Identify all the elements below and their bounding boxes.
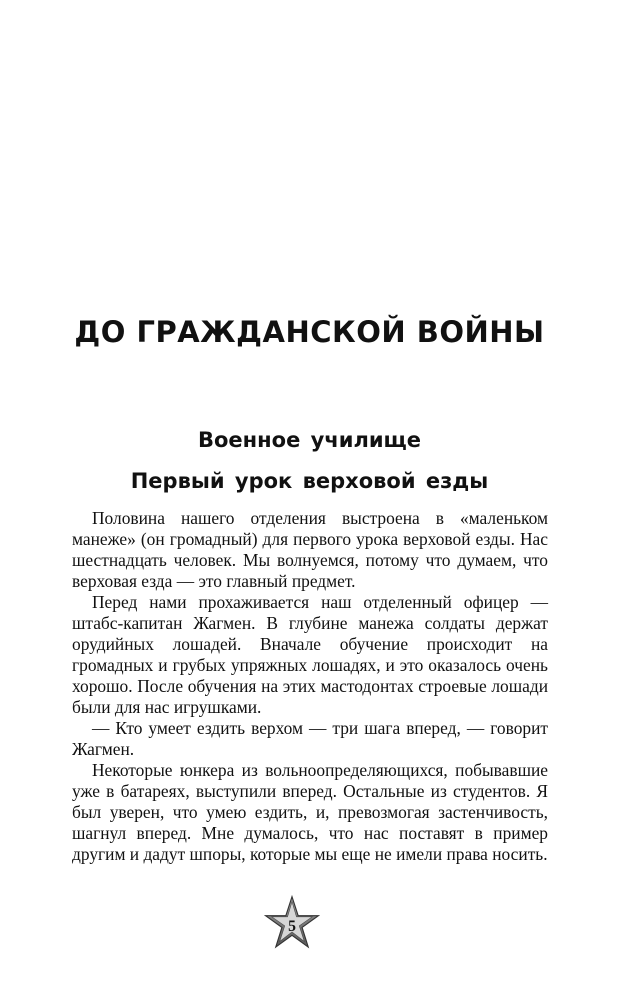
paragraph: Половина нашего отделения выстроена в «маленьком манеже» (он громадный) для первого урока верховой езды. Нас шестнадцать человек. Мы волнуемся, потому что думаем, что верховая езда — это главный предмет. — [72, 508, 548, 591]
page-number: 5 — [288, 917, 296, 935]
body-text — [72, 508, 548, 865]
paragraph: Перед нами прохаживается наш отделенный офицер — штабс-капитан Жагмен. В глубине манежа солдаты держат орудийных лошадей. Вначале обучение происходит на громадных и грубых упряжных лошадях, и это оказалось очень хорошо. После обучения на этих мастодонтах строевые лошади были для нас игрушками. — [72, 592, 548, 717]
section-title: Военное училище — [197, 428, 422, 452]
paragraph: — Кто умеет ездить верхом — три шага вперед, — говорит Жагмен. — [72, 718, 548, 759]
star-icon — [264, 895, 320, 951]
chapter-title: ДО ГРАЖДАНСКОЙ ВОЙНЫ — [74, 315, 545, 349]
subsection-title: Первый урок верховой езды — [130, 469, 489, 493]
paragraph: Некоторые юнкера из вольноопределяющихся, побывавшие уже в батареях, выступили вперед. Остальные из студентов. Я был уверен, что умею ездить, и, превозмогая застенчивость, шагнул вперед. Мне думалось, что нас поставят в пример другим и дадут шпоры, которые мы еще не имели права носить. — [72, 760, 548, 864]
